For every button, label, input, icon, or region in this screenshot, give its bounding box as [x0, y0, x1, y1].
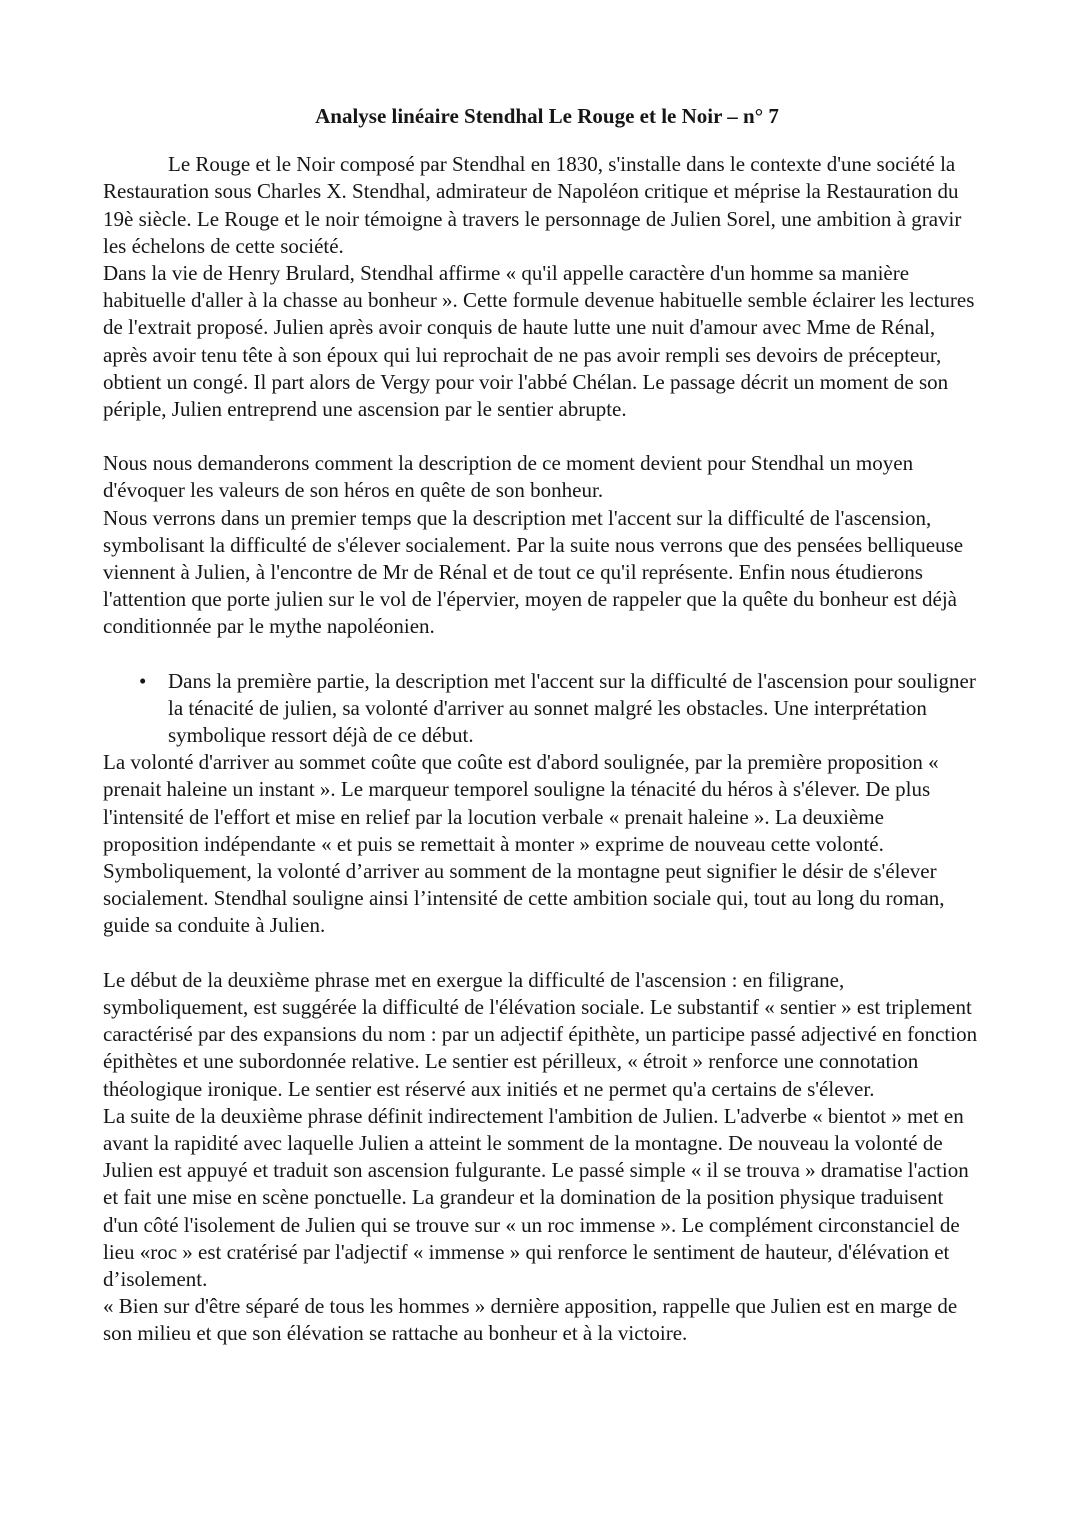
bullet-item-text: Dans la première partie, la description met l'accent sur la difficulté de l'ascension pour souligner la ténacité de julien, sa volonté d'arriver au sonnet malgré les obstacles. Une interprétation symbolique ressort déjà de ce début.	[168, 668, 976, 748]
spacer	[103, 641, 983, 668]
paragraph-volonte: La volonté d'arriver au sommet coûte que coûte est d'abord soulignée, par la première proposition « prenait haleine un instant ». Le marqueur temporel souligne la ténacité du héros à s'élever. De plus l'intensité de l'effort et mise en relief par la locution verbale « prenait haleine ». La deuxième proposition indépendante « et puis se remettait à monter » exprime de nouveau cette volonté. Symboliquement, la volonté d’arriver au somment de la montagne peut signifier le désir de s'élever socialement. Stendhal souligne ainsi l’intensité de cette ambition sociale qui, tout au long du roman, guide sa conduite à Julien.	[103, 750, 945, 938]
spacer	[103, 423, 983, 450]
bullet-item-first-part	[103, 668, 983, 750]
spacer	[103, 940, 983, 967]
paragraph-problematique: Nous nous demanderons comment la description de ce moment devient pour Stendhal un moyen d'évoquer les valeurs de son héros en quête de son bonheur.	[103, 451, 914, 503]
document-title: Analyse linéaire Stendhal Le Rouge et le Noir – n° 7	[315, 104, 779, 128]
paragraph-introduction: Le Rouge et le Noir composé par Stendhal en 1830, s'installe dans le contexte d'une société la Restauration sous Charles X. Stendhal, admirateur de Napoléon critique et méprise la Restauration du 19è siècle. Le Rouge et le noir témoigne à travers le personnage de Julien Sorel, une ambition à gravir les échelons de cette société.	[103, 152, 962, 258]
paragraph-plan: Nous verrons dans un premier temps que la description met l'accent sur la difficulté de l'ascension, symbolisant la difficulté de s'élever socialement. Par la suite nous verrons que des pensées belliqueuse viennent à Julien, à l'encontre de Mr de Rénal et de tout ce qu'il représente. Enfin nous étudierons l'attention que porte julien sur le vol de l'épervier, moyen de rappeler que la quête du bonheur est déjà conditionnée par le mythe napoléonien.	[103, 505, 964, 639]
paragraph-ambition: La suite de la deuxième phrase définit indirectement l'ambition de Julien. L'adverbe « bientot » met en avant la rapidité avec laquelle Julien a atteint le somment de la montagne. De nouveau la volonté de Julien est appuyé et traduit son ascension fulgurante. Le passé simple « il se trouva » dramatise l'action et fait une mise en scène ponctuelle. La grandeur et la domination de la position physique traduisent d'un côté l'isolement de Julien qui se trouve sur « un roc immense ». Le complément circonstanciel de lieu «roc » est cratérisé par l'adjectif « immense » qui renforce le sentiment de hauteur, d'élévation et d’isolement.	[103, 1103, 969, 1291]
document-page	[103, 103, 983, 1348]
paragraph-sentier: Le début de la deuxième phrase met en exergue la difficulté de l'ascension : en filigrane, symboliquement, est suggérée la difficulté de l'élévation sociale. Le substantif « sentier » est triplement caractérisé par des expansions du nom : par un adjectif épithète, un participe passé adjectivé en fonction épithètes et une subordonnée relative. Le sentier est périlleux, « étroit » renforce une connotation théologique ironique. Le sentier est réservé aux initiés et ne permet qu'a certains de s'élever.	[103, 967, 978, 1101]
paragraph-brulard-quote: Dans la vie de Henry Brulard, Stendhal affirme « qu'il appelle caractère d'un homme sa manière habituelle d'aller à la chasse au bonheur ». Cette formule devenue habituelle semble éclairer les lectures de l'extrait proposé. Julien après avoir conquis de haute lutte une nuit d'amour avec Mme de Rénal, après avoir tenu tête à son époux qui lui reprochait de ne pas avoir rempli ses devoirs de précepteur, obtient un congé. Il part alors de Vergy pour voir l'abbé Chélan. Le passage décrit un moment de son périple, Julien entreprend une ascension par le sentier abrupte.	[103, 261, 975, 422]
paragraph-apposition: « Bien sur d'être séparé de tous les hommes » dernière apposition, rappelle que Julien est en marge de son milieu et que son élévation se rattache au bonheur et à la victoire.	[103, 1294, 958, 1346]
bullet-icon: •	[139, 668, 147, 693]
